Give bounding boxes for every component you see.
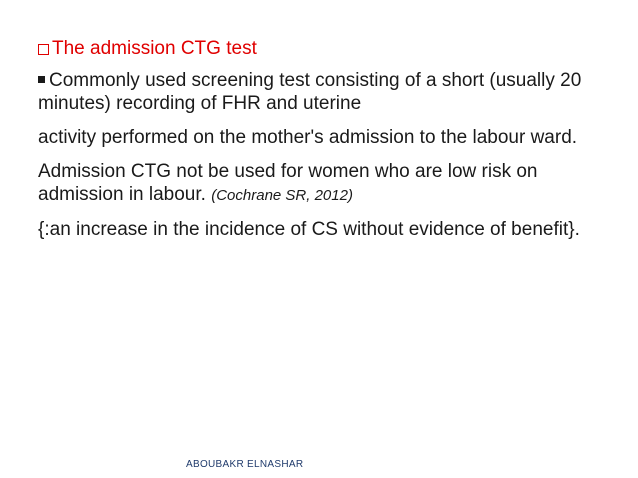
checkbox-icon (38, 44, 49, 55)
paragraph-3 (38, 160, 618, 207)
slide-content (38, 38, 618, 252)
footer-author: ABOUBAKR ELNASHAR (186, 459, 304, 470)
slide-heading (38, 38, 618, 60)
slide-heading-text: The admission CTG test (52, 38, 257, 59)
paragraph-4: {:an increase in the incidence of CS without evidence of benefit}. (38, 219, 580, 240)
paragraph-3-text: Admission CTG not be used for women who are low risk on admission in labour. (38, 161, 538, 205)
paragraph-2: activity performed on the mother's admission to the labour ward. (38, 127, 578, 148)
square-bullet-icon (38, 76, 45, 83)
citation: (Cochrane SR, 2012) (211, 187, 353, 204)
paragraph-1-text: Commonly used screening test consisting of a short (usually 20 minutes) recording of FHR and uterine (38, 70, 582, 114)
paragraph-1 (38, 69, 618, 115)
